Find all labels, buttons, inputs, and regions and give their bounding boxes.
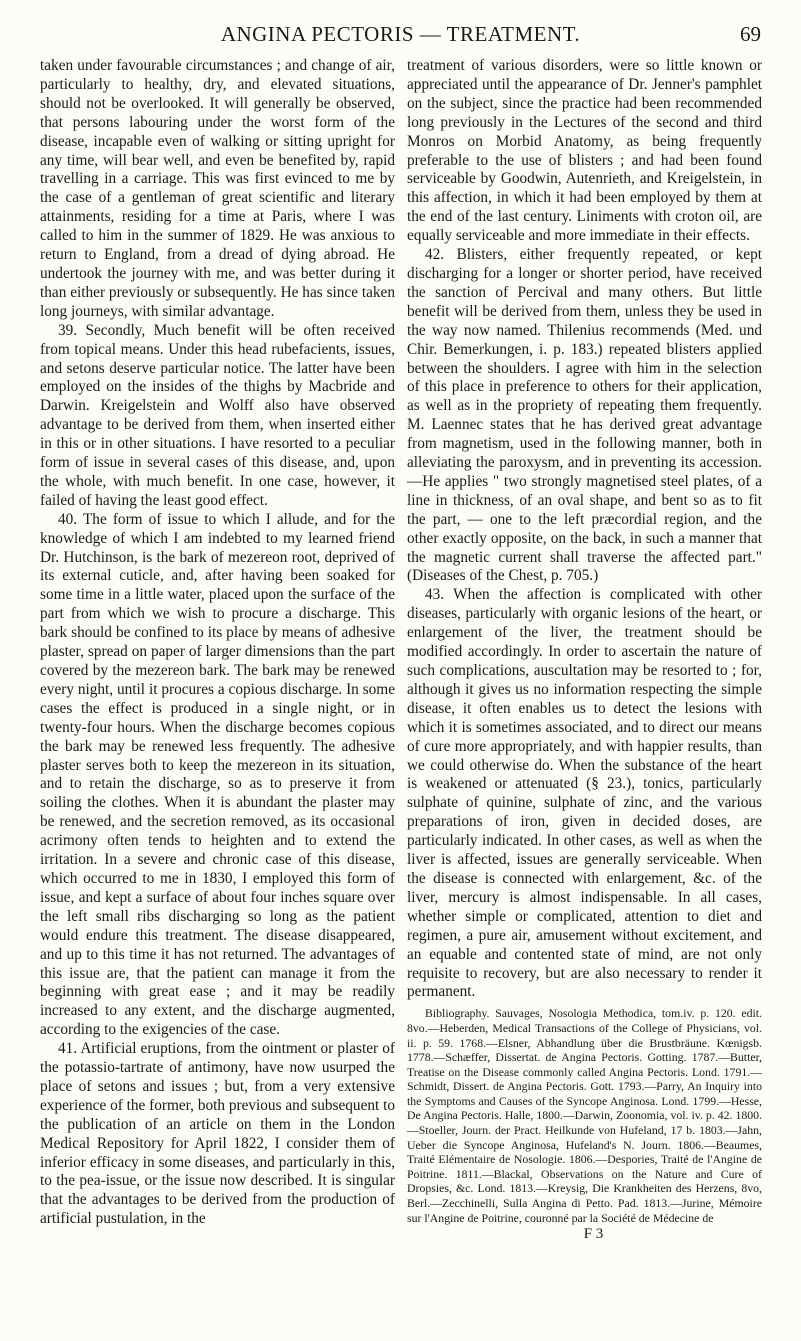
left-column [40, 57, 395, 1229]
page-number: 69 [740, 22, 761, 46]
paragraph-42-blisters: 42. Blisters, either frequently repeated, or kept discharging for a longer or shorter period, have received the sanction of Percival and many others. But little benefit will be derived from them, unless they be used in the way now named. Thilenius recommends (Med. und Chir. Bemerkungen, i. p. 183.) repeated blisters applied between the shoulders. I agree with him in the selection of this place in preference to others for their application, as well as in the propriety of repeating them frequently. M. Laennec states that he has derived great advantage from magnetism, used in the following manner, both in alleviating the paroxysm, and in preventing its accession.—He applies " two strongly magnetised steel plates, of a line in thickness, of an oval shape, and bent so as to fit the part, — one to the left præcordial region, and the other exactly opposite, on the back, in such a manner that the magnetic current shall traverse the affected part." (Diseases of the Chest, p. 705.) [407, 246, 762, 585]
running-title: ANGINA PECTORIS — TREATMENT. [220, 22, 581, 46]
bibliography: Bibliography. Sauvages, Nosologia Methodica, tom.iv. p. 120. edit. 8vo.—Heberden, Medical Transactions of the College of Physicians, vol. ii. p. 59. 1768.—Elsner, Abhandlung über die Brustbräune. Kœnigsb. 1778.—Schæffer, Dissertat. de Angina Pectoris. Gotting. 1787.—Butter, Treatise on the Disease commonly called Angina Pectoris. Lond. 1791.—Schmidt, Dissert. de Angina Pectoris. Gott. 1793.—Parry, An Inquiry into the Symptoms and Causes of the Syncope Anginosa. Lond. 1799.—Hesse, De Angina Pectoris. Halle, 1800.—Darwin, Zoonomia, vol. iv. p. 42. 1800.—Stoeller, Journ. der Pract. Heilkunde von Hufeland, 17 b. 1803.—Jahn, Ueber die Syncope Anginosa, Hufeland's N. Journ. 1806.—Beaumes, Traité Elémentaire de Nosologie. 1806.—Despories, Traité de l'Angine de Poitrine. 1811.—Blackal, Observations on the Nature and Cure of Dropsies, &c. Lond. 1813.—Kreysig, Die Krankheiten des Herzens, 8vo, Berl.—Zecchinelli, Sulla Angina di Petto. Pad. 1813.—Jurine, Mémoire sur l'Angine de Poitrine, couronné par la Société de Médecine de [407, 1006, 762, 1225]
running-header [0, 22, 801, 52]
paragraph-41-artificial-eruptions: 41. Artificial eruptions, from the ointment or plaster of the potassio-tartrate of antimony, have now usurped the place of setons and issues ; but, from a very extensive experience of the former, both previous and subsequent to the publication of an article on them in the London Medical Repository for April 1822, I consider them of inferior efficacy in some diseases, and particularly in this, to the pea-issue, or the issue now described. It is singular that the advantages to be derived from the production of artificial pustulation, in the [40, 1040, 395, 1228]
paragraph-43-complications: 43. When the affection is complicated with other diseases, particularly with organic lesions of the heart, or enlargement of the liver, the treatment should be modified accordingly. In order to ascertain the nature of such complications, auscultation may be resorted to ; for, although it gives us no information respecting the simple disease, it often enables us to detect the lesions with which it is sometimes associated, and to direct our means of cure more appropriately, and with happier results, than we could otherwise do. When the substance of the heart is weakened or attenuated (§ 23.), tonics, particularly sulphate of quinine, sulphate of zinc, and the various preparations of iron, given in decided doses, are particularly indicated. In other cases, as well as when the liver is affected, issues are generally serviceable. When the disease is connected with enlargement, &c. of the liver, mercury is almost indispensable. In all cases, whether simple or complicated, attention to diet and regimen, a pure air, amusement without excitement, and an equable and contented state of mind, are not only requisite to recovery, but are also necessary to render it permanent. [407, 586, 762, 1001]
paragraph-39-topical-means: 39. Secondly, Much benefit will be often received from topical means. Under this head rubefacients, issues, and setons deserve particular notice. The latter have been employed on the insides of the thighs by Macbride and Darwin. Kreigelstein and Wolff also have observed advantage to be derived from them, when inserted either in this or in other situations. I have resorted to a peculiar form of issue in several cases of this disease, and, upon the whole, with much benefit. In one case, however, it failed of having the least good effect. [40, 321, 395, 509]
paragraph-travelling: taken under favourable circumstances ; and change of air, particularly to healthy, dry, and elevated situations, should not be overlooked. It will generally be observed, that persons labouring under the worst form of the disease, incapable even of walking or sitting upright for any time, will bear well, and even be benefited by, rapid travelling in a carriage. This was first evinced to me by the case of a gentleman of great scientific and literary attainments, residing for a time at Paris, where I was called to him in the summer of 1829. He was anxious to return to England, from a dread of dying abroad. He undertook the journey with me, and was better during it than either previously or subsequently. He has since taken long journeys, with similar advantage. [40, 57, 395, 320]
paragraph-40-mezereon-issue: 40. The form of issue to which I allude, and for the knowledge of which I am indebted to my learned friend Dr. Hutchinson, is the bark of mezereon root, deprived of its external cuticle, and, after having been soaked for some time in a little water, placed upon the surface of the part from which we wish to procure a discharge. This bark should be confined to its place by means of adhesive plaster, spread on paper of larger dimensions than the part covered by the mezereon bark. The bark may be renewed every night, until it procures a copious discharge. In some cases the effect is produced in a single night, or in twenty-four hours. When the discharge becomes copious the bark may be renewed less frequently. The adhesive plaster serves both to keep the mezereon in its situation, and to retain the discharge, so as to preserve it from soiling the clothes. When it is abundant the plaster may be renewed, and the secretion removed, as its occasional acrimony often tends to heighten and to extend the irritation. In a severe and chronic case of this disease, which occurred to me in 1830, I employed this form of issue, and kept a surface of about four inches square over the left small ribs discharging so long as the patient would endure this treatment. The disease disappeared, and up to this time it has not returned. The advantages of this issue are, that the patient can manage it from the beginning with great ease ; and it may be readily increased to any extent, and the discharge augmented, according to the exigencies of the case. [40, 510, 395, 1039]
right-column [407, 57, 762, 1244]
signature-mark: F 3 [583, 1226, 604, 1243]
paragraph-pustulation: treatment of various disorders, were so little known or appreciated until the appearance of Dr. Jenner's pamphlet on the subject, since the practice had been recommended long previously in the Lectures of the second and third Monros on Morbid Anatomy, as being frequently preferable to the use of blisters ; and had been found serviceable by Goodwin, Autenrieth, and Kreigelstein, in this affection, in which it had been employed by them at the end of the last century. Liniments with croton oil, are equally serviceable and more immediate in their effects. [407, 57, 762, 245]
